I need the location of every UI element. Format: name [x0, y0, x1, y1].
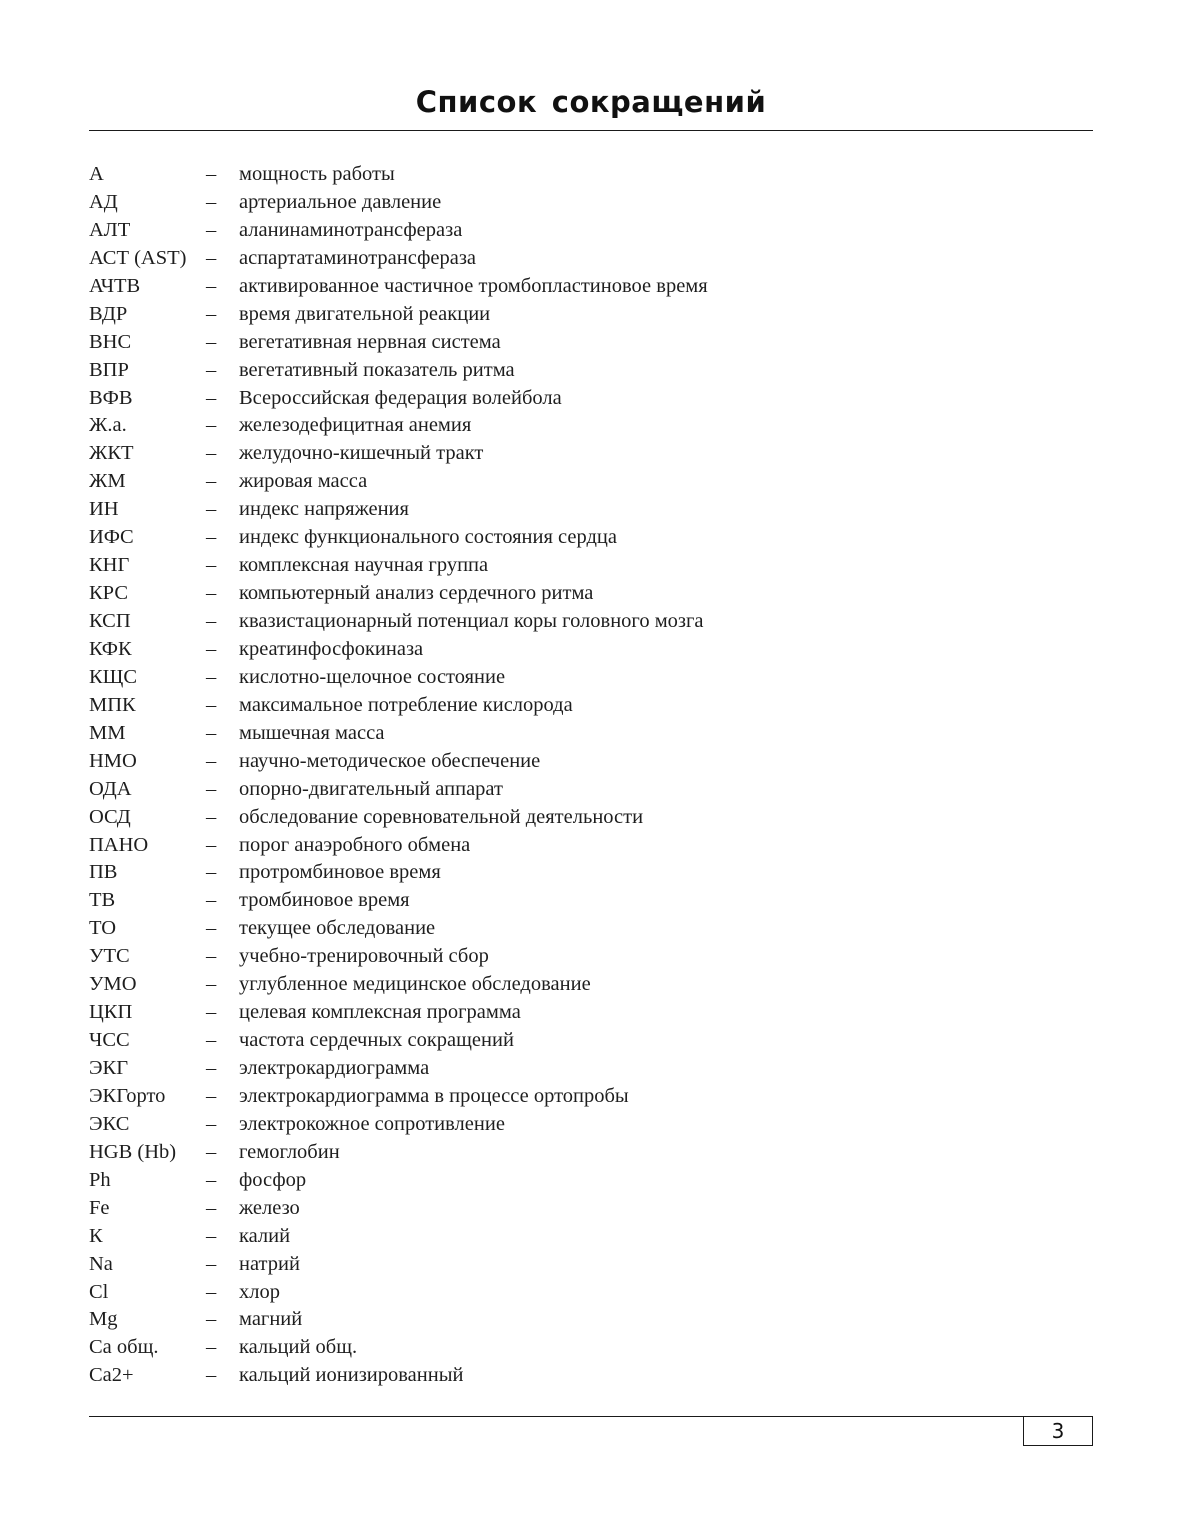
- abbreviation-dash: –: [206, 833, 217, 856]
- abbreviation-row: [89, 273, 1093, 301]
- abbreviation-dash: –: [206, 1140, 217, 1163]
- abbreviation-term: ВПР: [89, 358, 129, 381]
- abbreviation-term: Ca2+: [89, 1364, 134, 1387]
- abbreviation-definition: аспартатаминотрансфераза: [239, 246, 477, 269]
- abbreviation-term: ВНС: [89, 330, 132, 353]
- abbreviation-row: [89, 859, 1093, 887]
- abbreviation-term: ОДА: [89, 777, 132, 800]
- abbreviation-definition: индекс напряжения: [239, 498, 409, 521]
- abbreviation-term: Na: [89, 1252, 113, 1275]
- abbreviation-row: [89, 161, 1093, 189]
- abbreviation-row: [89, 804, 1093, 832]
- abbreviation-definition: кальций ионизированный: [239, 1364, 464, 1387]
- abbreviation-dash: –: [206, 1196, 217, 1219]
- abbreviation-row: [89, 887, 1093, 915]
- abbreviation-dash: –: [206, 1168, 217, 1191]
- abbreviation-term: ЭКГорто: [89, 1084, 166, 1107]
- abbreviation-definition: железо: [239, 1196, 300, 1219]
- abbreviation-definition: жировая масса: [239, 470, 368, 493]
- abbreviation-dash: –: [206, 945, 217, 968]
- footer-divider: [89, 1416, 1093, 1417]
- abbreviation-term: ММ: [89, 721, 126, 744]
- abbreviation-dash: –: [206, 582, 217, 605]
- abbreviation-term: HGB (Hb): [89, 1140, 177, 1163]
- abbreviation-definition: аланинаминотрансфераза: [239, 218, 463, 241]
- abbreviation-definition: хлор: [239, 1280, 280, 1303]
- abbreviation-term: ТО: [89, 917, 117, 940]
- abbreviation-dash: –: [206, 1308, 217, 1331]
- abbreviation-row: [89, 1306, 1093, 1334]
- abbreviation-row: [89, 832, 1093, 860]
- abbreviation-row: [89, 720, 1093, 748]
- abbreviation-term: ПАНО: [89, 833, 149, 856]
- abbreviation-term: КРС: [89, 582, 128, 605]
- abbreviation-dash: –: [206, 973, 217, 996]
- abbreviation-dash: –: [206, 1029, 217, 1052]
- abbreviation-row: [89, 552, 1093, 580]
- abbreviation-dash: –: [206, 274, 217, 297]
- abbreviation-row: [89, 1167, 1093, 1195]
- abbreviation-definition: квазистационарный потенциал коры головного мозга: [239, 610, 704, 632]
- abbreviation-dash: –: [206, 889, 217, 912]
- abbreviation-definition: комплексная научная группа: [239, 554, 489, 577]
- abbreviation-row: [89, 1362, 1093, 1390]
- title-divider: [89, 130, 1093, 131]
- abbreviation-term: АД: [89, 190, 118, 213]
- abbreviation-term: ЖМ: [89, 470, 126, 493]
- abbreviation-definition: время двигательной реакции: [239, 302, 491, 325]
- abbreviation-dash: –: [206, 917, 217, 940]
- abbreviation-dash: –: [206, 163, 217, 185]
- abbreviation-row: [89, 943, 1093, 971]
- abbreviation-definition: обследование соревновательной деятельности: [239, 805, 644, 828]
- abbreviation-term: Ca общ.: [89, 1336, 159, 1359]
- abbreviation-definition: протромбиновое время: [239, 861, 441, 884]
- abbreviation-row: [89, 776, 1093, 804]
- abbreviation-row: [89, 692, 1093, 720]
- abbreviation-dash: –: [206, 218, 217, 241]
- abbreviation-definition: креатинфосфокиназа: [239, 637, 424, 660]
- abbreviation-term: ЭКС: [89, 1112, 130, 1135]
- abbreviation-row: [89, 915, 1093, 943]
- abbreviation-dash: –: [206, 805, 217, 828]
- abbreviation-definition: порог анаэробного обмена: [239, 833, 471, 856]
- abbreviation-dash: –: [206, 414, 217, 437]
- abbreviation-term: АЛТ: [89, 218, 131, 241]
- abbreviation-term: Mg: [89, 1308, 118, 1331]
- abbreviation-definition: целевая комплексная программа: [239, 1001, 521, 1024]
- abbreviation-row: [89, 1139, 1093, 1167]
- abbreviation-row: [89, 608, 1093, 636]
- abbreviation-term: КСП: [89, 610, 131, 632]
- abbreviation-dash: –: [206, 861, 217, 884]
- abbreviation-term: Fe: [89, 1196, 110, 1219]
- abbreviation-dash: –: [206, 1001, 217, 1024]
- abbreviation-list: [89, 161, 1093, 1390]
- abbreviation-row: [89, 245, 1093, 273]
- abbreviation-definition: текущее обследование: [239, 917, 436, 940]
- abbreviation-dash: –: [206, 693, 217, 716]
- abbreviation-term: ЖКТ: [89, 442, 134, 465]
- abbreviation-term: КФК: [89, 637, 132, 660]
- abbreviation-row: [89, 971, 1093, 999]
- page-title: Список сокращений: [415, 85, 767, 119]
- abbreviation-definition: научно-методическое обеспечение: [239, 749, 541, 772]
- abbreviation-row: [89, 440, 1093, 468]
- abbreviation-definition: Всероссийская федерация волейбола: [239, 386, 562, 409]
- abbreviation-definition: мощность работы: [239, 163, 395, 185]
- abbreviation-row: [89, 301, 1093, 329]
- abbreviation-definition: гемоглобин: [239, 1140, 340, 1163]
- abbreviation-term: ИН: [89, 498, 119, 521]
- abbreviation-row: [89, 1279, 1093, 1307]
- abbreviation-term: А: [89, 163, 104, 185]
- abbreviation-term: МПК: [89, 693, 136, 716]
- abbreviation-term: НМО: [89, 749, 137, 772]
- abbreviation-term: ПВ: [89, 861, 118, 884]
- abbreviation-definition: электрокардиограмма: [239, 1057, 430, 1079]
- abbreviation-dash: –: [206, 1084, 217, 1107]
- abbreviation-definition: индекс функционального состояния сердца: [239, 526, 617, 549]
- abbreviation-definition: вегетативный показатель ритма: [239, 358, 515, 381]
- abbreviation-dash: –: [206, 498, 217, 521]
- abbreviation-term: Ph: [89, 1168, 111, 1191]
- abbreviation-term: ЧСС: [89, 1029, 130, 1052]
- abbreviation-dash: –: [206, 665, 217, 688]
- abbreviation-dash: –: [206, 637, 217, 660]
- abbreviation-dash: –: [206, 442, 217, 465]
- abbreviation-definition: электрокожное сопротивление: [239, 1112, 505, 1135]
- abbreviation-definition: частота сердечных сокращений: [239, 1029, 514, 1052]
- abbreviation-dash: –: [206, 554, 217, 577]
- abbreviation-dash: –: [206, 777, 217, 800]
- abbreviation-dash: –: [206, 470, 217, 493]
- abbreviation-definition: углубленное медицинское обследование: [239, 973, 591, 996]
- abbreviation-definition: мышечная масса: [239, 721, 385, 744]
- abbreviation-dash: –: [206, 1364, 217, 1387]
- abbreviation-term: ВФВ: [89, 386, 133, 409]
- abbreviation-row: [89, 1223, 1093, 1251]
- abbreviation-row: [89, 664, 1093, 692]
- abbreviation-definition: учебно-тренировочный сбор: [239, 945, 489, 968]
- abbreviation-term: ИФС: [89, 526, 134, 549]
- abbreviation-row: [89, 1195, 1093, 1223]
- abbreviation-row: [89, 524, 1093, 552]
- abbreviation-term: УМО: [89, 973, 137, 996]
- abbreviation-dash: –: [206, 1224, 217, 1247]
- abbreviation-row: [89, 580, 1093, 608]
- abbreviation-definition: калий: [239, 1224, 291, 1247]
- abbreviation-dash: –: [206, 1252, 217, 1275]
- abbreviation-dash: –: [206, 190, 217, 213]
- abbreviation-definition: артериальное давление: [239, 190, 442, 213]
- abbreviation-row: [89, 189, 1093, 217]
- abbreviation-term: УТС: [89, 945, 130, 968]
- abbreviation-definition: опорно-двигательный аппарат: [239, 777, 503, 800]
- abbreviation-dash: –: [206, 358, 217, 381]
- abbreviation-definition: вегетативная нервная система: [239, 330, 501, 353]
- abbreviation-row: [89, 1083, 1093, 1111]
- abbreviation-dash: –: [206, 1336, 217, 1359]
- abbreviation-row: [89, 468, 1093, 496]
- abbreviation-term: АЧТВ: [89, 274, 141, 297]
- abbreviation-row: [89, 357, 1093, 385]
- abbreviation-term: ТВ: [89, 889, 116, 912]
- abbreviation-term: К: [89, 1224, 103, 1247]
- abbreviation-row: [89, 329, 1093, 357]
- abbreviation-term: Ж.а.: [89, 414, 127, 437]
- abbreviation-dash: –: [206, 302, 217, 325]
- abbreviation-term: АСТ (AST): [89, 246, 187, 269]
- abbreviation-dash: –: [206, 526, 217, 549]
- abbreviation-row: [89, 636, 1093, 664]
- page-number: 3: [1023, 1416, 1093, 1446]
- abbreviation-row: [89, 1251, 1093, 1279]
- abbreviation-definition: компьютерный анализ сердечного ритма: [239, 582, 594, 605]
- abbreviation-dash: –: [206, 1112, 217, 1135]
- abbreviation-row: [89, 1027, 1093, 1055]
- abbreviation-definition: натрий: [239, 1252, 300, 1275]
- abbreviation-dash: –: [206, 1280, 217, 1303]
- abbreviation-definition: активированное частичное тромбопластиновое время: [239, 274, 708, 297]
- abbreviation-definition: магний: [239, 1308, 303, 1331]
- abbreviation-term: КЩС: [89, 665, 138, 688]
- abbreviation-row: [89, 385, 1093, 413]
- abbreviation-definition: железодефицитная анемия: [239, 414, 472, 437]
- abbreviation-definition: фосфор: [239, 1168, 307, 1191]
- abbreviation-dash: –: [206, 721, 217, 744]
- abbreviation-term: ВДР: [89, 302, 128, 325]
- abbreviation-term: ЭКГ: [89, 1057, 129, 1079]
- abbreviation-term: Cl: [89, 1280, 109, 1303]
- abbreviation-row: [89, 412, 1093, 440]
- abbreviation-row: [89, 496, 1093, 524]
- abbreviation-definition: кислотно-щелочное состояние: [239, 665, 506, 688]
- abbreviation-definition: электрокардиограмма в процессе ортопробы: [239, 1084, 629, 1107]
- abbreviation-dash: –: [206, 1057, 217, 1079]
- abbreviation-row: [89, 1111, 1093, 1139]
- abbreviation-term: ЦКП: [89, 1001, 133, 1024]
- abbreviation-definition: кальций общ.: [239, 1336, 358, 1359]
- abbreviation-term: ОСД: [89, 805, 131, 828]
- abbreviation-dash: –: [206, 749, 217, 772]
- abbreviation-term: КНГ: [89, 554, 130, 577]
- abbreviation-dash: –: [206, 246, 217, 269]
- abbreviation-dash: –: [206, 386, 217, 409]
- abbreviation-row: [89, 1334, 1093, 1362]
- abbreviation-dash: –: [206, 330, 217, 353]
- abbreviation-row: [89, 999, 1093, 1027]
- abbreviation-row: [89, 217, 1093, 245]
- abbreviation-definition: максимальное потребление кислорода: [239, 693, 573, 716]
- abbreviation-row: [89, 748, 1093, 776]
- abbreviation-definition: желудочно-кишечный тракт: [239, 442, 484, 465]
- abbreviation-row: [89, 1055, 1093, 1083]
- abbreviation-dash: –: [206, 610, 217, 632]
- abbreviation-definition: тромбиновое время: [239, 889, 410, 912]
